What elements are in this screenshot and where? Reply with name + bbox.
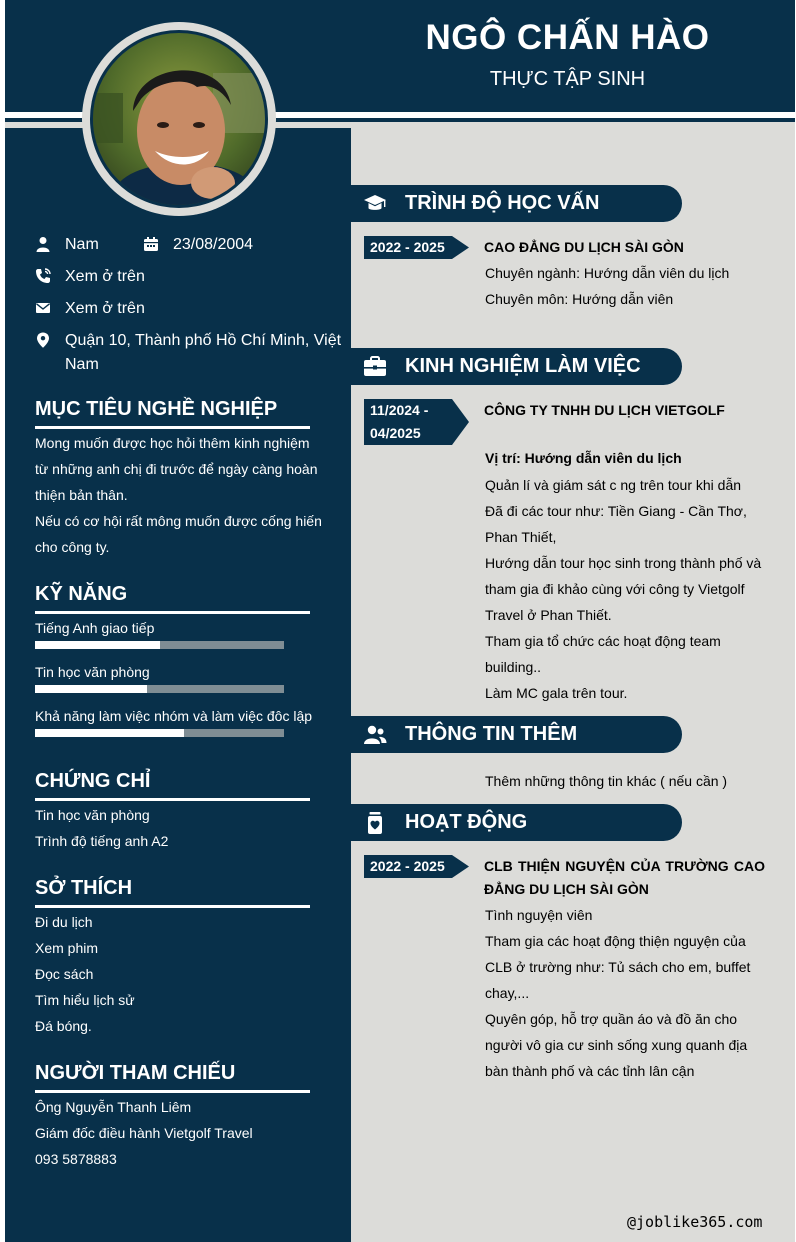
skill-bar-track	[35, 641, 284, 649]
list-item: Đọc sách	[35, 966, 94, 982]
calendar-icon	[143, 236, 159, 252]
skill-bar-fill	[35, 641, 160, 649]
experience-section-header	[351, 348, 682, 385]
list-item: Đi du lịch	[35, 914, 93, 930]
hobbies-rule	[35, 905, 310, 908]
certificates-rule	[35, 798, 310, 801]
education-details: Chuyên ngành: Hướng dẫn viên du lịch Chuyên môn: Hướng dẫn viên	[485, 265, 730, 307]
list-item: Đá bóng.	[35, 1018, 92, 1034]
skills-rule	[35, 611, 310, 614]
activities-heading: HOẠT ĐỘNG	[405, 811, 528, 833]
list-item: Xem phim	[35, 940, 99, 956]
avatar-frame	[82, 22, 276, 216]
experience-date-tag	[364, 399, 469, 445]
footer-watermark: @joblike365.com	[627, 1213, 763, 1231]
references-rule	[35, 1090, 310, 1093]
skill-label: Tiếng Anh giao tiếp	[35, 620, 155, 636]
experience-date-start: 11/2024 -	[370, 402, 429, 418]
graduation-cap-icon	[363, 192, 387, 216]
user-icon	[35, 236, 51, 252]
candidate-role: THỰC TẬP SINH	[489, 68, 646, 90]
references-list	[35, 1094, 325, 1172]
charity-icon	[363, 811, 387, 835]
skill-bar-fill	[35, 685, 147, 693]
list-item: Ông Nguyễn Thanh Liêm	[35, 1099, 192, 1115]
objective-text: Mong muốn được học hỏi thêm kinh nghiệm từ những anh chị đi trước để ngày càng hoàn thiện bản thân. Nếu có cơ hội rất mông muốn được cống hiến cho công ty.	[35, 435, 322, 555]
references-heading: NGƯỜI THAM CHIẾU	[35, 1062, 236, 1084]
phone-icon	[35, 268, 51, 284]
skill-label: Tin học văn phòng	[35, 664, 150, 680]
education-date-tag	[364, 236, 469, 259]
birthday-text: 23/08/2004	[173, 236, 254, 253]
cv-page	[5, 0, 795, 1242]
activities-section-header	[351, 804, 682, 841]
gender-text: Nam	[65, 236, 99, 253]
list-item: Tìm hiểu lịch sử	[35, 992, 135, 1008]
email-icon	[35, 300, 51, 316]
experience-position: Vị trí: Hướng dẫn viên du lịch	[485, 450, 682, 466]
activities-date: 2022 - 2025	[370, 858, 445, 874]
location-icon	[35, 332, 51, 348]
experience-heading: KINH NGHIỆM LÀM VIỆC	[405, 355, 641, 377]
email-text: Xem ở trên	[65, 300, 145, 317]
activities-date-tag	[364, 855, 469, 878]
phone-text: Xem ở trên	[65, 268, 145, 285]
list-item: Trình độ tiếng anh A2	[35, 833, 169, 849]
activities-title: CLB THIỆN NGUYỆN CỦA TRƯỜNG CAO ĐẲNG DU LỊCH SÀI GÒN	[484, 858, 765, 897]
objective-rule	[35, 426, 310, 429]
skill-bar-fill	[35, 729, 184, 737]
experience-date-end: 04/2025	[370, 425, 421, 441]
address-text: Quận 10, Thành phố Hồ Chí Minh, Việt Nam	[65, 332, 342, 373]
skills-heading: KỸ NĂNG	[35, 583, 128, 605]
education-school: CAO ĐẲNG DU LỊCH SÀI GÒN	[484, 239, 684, 255]
users-icon	[363, 723, 387, 747]
avatar	[93, 33, 265, 205]
education-section-header	[351, 185, 682, 222]
briefcase-icon	[363, 355, 387, 379]
skill-label: Khả năng làm việc nhóm và làm việc đôc lập	[35, 708, 313, 724]
experience-details: Quản lí và giám sát c ng trên tour khi dẫn Đã đi các tour như: Tiền Giang - Cần Thơ, Phan Thiết, Hướng dẫn tour học sinh trong thành phố và tham gia đi khảo cùng với công ty Vietgolf Travel ở Phan Thiết. Tham gia tổ chức các hoạt động team building.. Làm MC gala trên tour.	[485, 477, 762, 701]
list-item: Giám đốc điều hành Vietgolf Travel	[35, 1125, 253, 1141]
objective-heading: MỤC TIÊU NGHỀ NGHIỆP	[35, 398, 278, 420]
hobbies-list	[35, 909, 325, 1039]
hobbies-heading: SỞ THÍCH	[35, 877, 133, 899]
list-item: 093 5878883	[35, 1151, 117, 1167]
education-heading: TRÌNH ĐỘ HỌC VẤN	[405, 192, 600, 214]
list-item: Tin học văn phòng	[35, 807, 150, 823]
candidate-name: NGÔ CHẤN HÀO	[425, 18, 710, 57]
certificates-list	[35, 802, 325, 854]
activities-details: Tình nguyện viên Tham gia các hoạt động thiện nguyện của CLB ở trường như: Tủ sách cho em, buffet chay,... Quyên góp, hỗ trợ quần áo và đồ ăn cho người vô gia cư sinh sống xung quanh địa bàn thành phố và các tỉnh lân cận	[485, 907, 751, 1079]
additional-heading: THÔNG TIN THÊM	[405, 723, 578, 745]
additional-section-header	[351, 716, 682, 753]
experience-company: CÔNG TY TNHH DU LỊCH VIETGOLF	[484, 402, 725, 418]
additional-text: Thêm những thông tin khác ( nếu cần )	[485, 773, 728, 789]
skill-bar-track	[35, 729, 284, 737]
education-date: 2022 - 2025	[370, 239, 445, 255]
skill-bar-track	[35, 685, 284, 693]
certificates-heading: CHỨNG CHỈ	[35, 770, 151, 792]
